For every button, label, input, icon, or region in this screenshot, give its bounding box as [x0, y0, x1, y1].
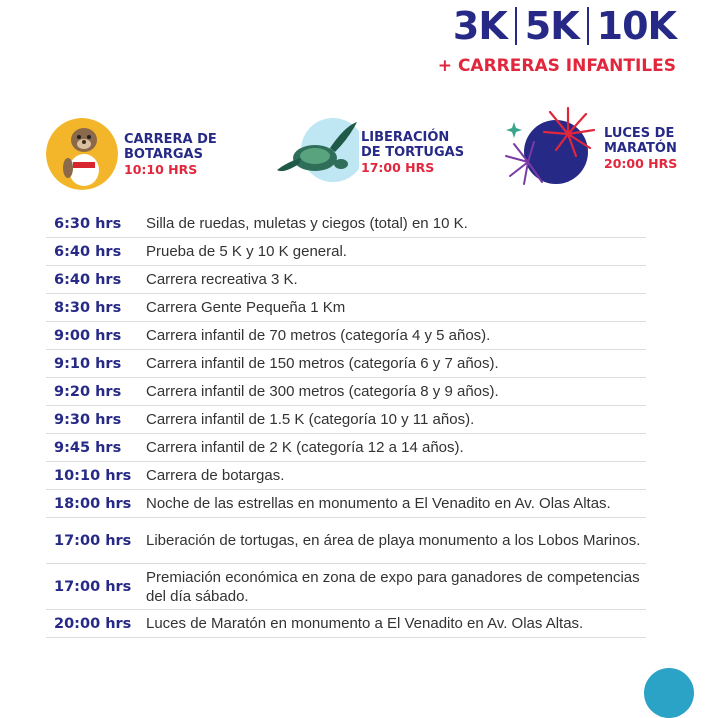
table-row	[46, 434, 646, 462]
divider	[515, 7, 517, 45]
table-row	[46, 564, 646, 610]
row-time: 6:40 hrs	[46, 266, 146, 294]
row-time: 9:00 hrs	[46, 322, 146, 350]
table-row	[46, 462, 646, 490]
table-row	[46, 266, 646, 294]
row-description: Noche de las estrellas en monumento a El Venadito en Av. Olas Altas.	[146, 490, 646, 518]
mascot-icon	[46, 118, 118, 190]
event-botargas	[46, 118, 217, 190]
row-time: 9:45 hrs	[46, 434, 146, 462]
table-row	[46, 350, 646, 378]
row-description: Carrera infantil de 150 metros (categoría 6 y 7 años).	[146, 350, 646, 378]
row-description: Carrera infantil de 1.5 K (categoría 10 y 11 años).	[146, 406, 646, 434]
sea-turtle-icon	[263, 116, 359, 188]
row-description: Carrera Gente Pequeña 1 Km	[146, 294, 646, 322]
row-description: Carrera infantil de 70 metros (categoría 4 y 5 años).	[146, 322, 646, 350]
divider	[587, 7, 589, 45]
table-row	[46, 406, 646, 434]
fireworks-icon	[500, 104, 600, 192]
event-time: 20:00 HRS	[604, 155, 678, 171]
distance-3k: 3K	[452, 4, 507, 48]
row-time: 17:00 hrs	[46, 564, 146, 610]
table-row	[46, 294, 646, 322]
row-description: Carrera de botargas.	[146, 462, 646, 490]
row-description: Premiación económica en zona de expo para ganadores de competencias del día sábado.	[146, 564, 646, 610]
event-name: LUCES DE MARATÓN	[604, 125, 677, 156]
floating-action-button[interactable]	[644, 668, 694, 718]
row-time: 18:00 hrs	[46, 490, 146, 518]
row-description: Silla de ruedas, muletas y ciegos (total) en 10 K.	[146, 210, 646, 238]
event-time: 17:00 HRS	[361, 159, 435, 175]
event-name: LIBERACIÓN DE TORTUGAS	[361, 129, 465, 160]
row-description: Luces de Maratón en monumento a El Venadito en Av. Olas Altas.	[146, 610, 646, 638]
table-row	[46, 322, 646, 350]
event-luces	[500, 104, 677, 192]
table-row	[46, 210, 646, 238]
table-row	[46, 610, 646, 638]
row-time: 6:40 hrs	[46, 238, 146, 266]
row-description: Prueba de 5 K y 10 K general.	[146, 238, 646, 266]
table-row	[46, 490, 646, 518]
subtitle: + CARRERAS INFANTILES	[437, 56, 676, 76]
row-description: Carrera recreativa 3 K.	[146, 266, 646, 294]
row-time: 9:20 hrs	[46, 378, 146, 406]
event-tortugas	[263, 116, 464, 188]
row-time: 9:30 hrs	[46, 406, 146, 434]
row-description: Carrera infantil de 300 metros (categoría 8 y 9 años).	[146, 378, 646, 406]
distances-headline	[453, 4, 676, 48]
row-time: 8:30 hrs	[46, 294, 146, 322]
row-time: 9:10 hrs	[46, 350, 146, 378]
row-time: 6:30 hrs	[46, 210, 146, 238]
row-description: Carrera infantil de 2 K (categoría 12 a 14 años).	[146, 434, 646, 462]
row-time: 17:00 hrs	[46, 518, 146, 564]
table-row	[46, 238, 646, 266]
row-time: 10:10 hrs	[46, 462, 146, 490]
table-row	[46, 378, 646, 406]
event-time: 10:10 HRS	[124, 161, 198, 177]
schedule-table	[46, 210, 646, 638]
distance-5k: 5K	[524, 4, 579, 48]
table-row	[46, 518, 646, 564]
distance-10k: 10K	[596, 4, 676, 48]
row-time: 20:00 hrs	[46, 610, 146, 638]
row-description: Liberación de tortugas, en área de playa monumento a los Lobos Marinos.	[146, 518, 646, 564]
event-name: CARRERA DE BOTARGAS	[124, 131, 217, 162]
